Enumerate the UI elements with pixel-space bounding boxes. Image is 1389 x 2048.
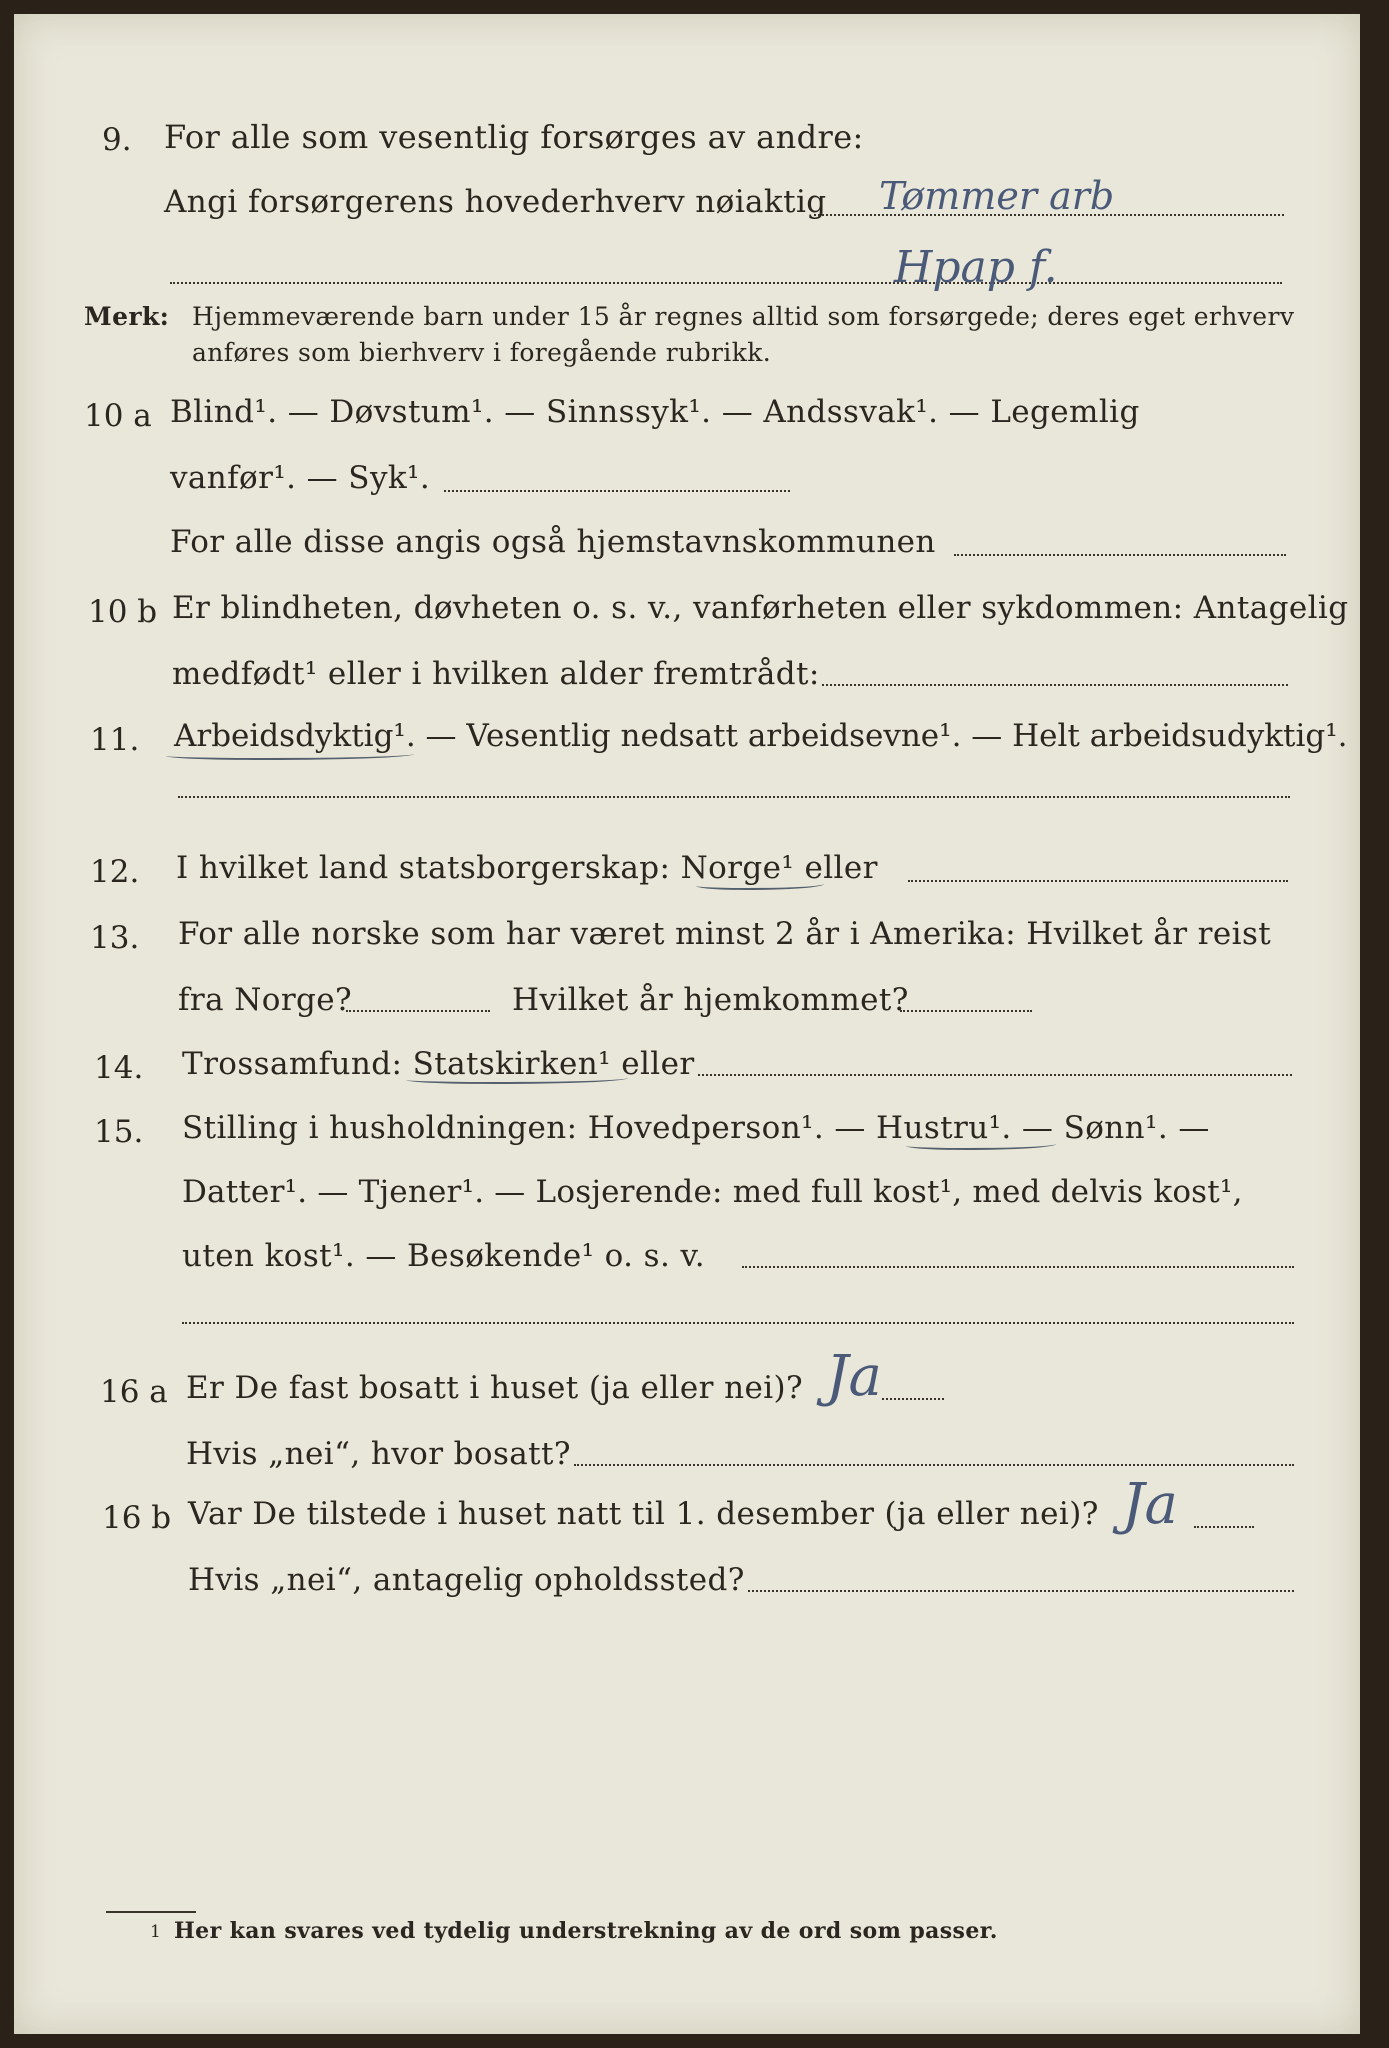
q15-answer-line2 bbox=[182, 1322, 1294, 1324]
merk-label: Merk: bbox=[84, 302, 170, 331]
q10a-answer-line2 bbox=[954, 554, 1286, 556]
q11-answer-underline bbox=[166, 750, 414, 760]
q13-line1: For alle norske som har været minst 2 år i Amerika: Hvilket år reist bbox=[178, 916, 1272, 952]
q16a-answer-line1 bbox=[882, 1398, 944, 1400]
q15-line2: Datter¹. — Tjener¹. — Losjerende: med full kost¹, med delvis kost¹, bbox=[182, 1174, 1243, 1210]
q9-number: 9. bbox=[102, 122, 132, 158]
q9-answer-line2 bbox=[170, 282, 1282, 284]
q10a-line3: For alle disse angis også hjemstavnskommunen bbox=[170, 524, 936, 560]
q9-handwritten-note: Hpap f. bbox=[894, 242, 1058, 293]
q13-line2b: Hvilket år hjemkommet? bbox=[512, 982, 909, 1018]
q10a-answer-line1 bbox=[444, 490, 790, 492]
q16b-answer-line2 bbox=[748, 1590, 1294, 1592]
q9-line2: Angi forsørgerens hovederhverv nøiaktig bbox=[164, 184, 827, 220]
q15-answer-line1 bbox=[742, 1266, 1294, 1268]
q12-number: 12. bbox=[90, 854, 140, 890]
footnote-mark: 1 bbox=[150, 1922, 162, 1942]
q10b-number: 10 b bbox=[88, 594, 158, 630]
q15-line1: Stilling i husholdningen: Hovedperson¹. — Hustru¹. — Sønn¹. — bbox=[182, 1110, 1210, 1146]
q16a-handwritten-answer: Ja bbox=[826, 1344, 882, 1409]
merk-line1: Hjemmeværende barn under 15 år regnes alltid som forsørgede; deres eget erhverv bbox=[192, 302, 1295, 331]
q16b-answer-line1 bbox=[1194, 1526, 1254, 1528]
q16a-answer-line2 bbox=[574, 1464, 1294, 1466]
q11-number: 11. bbox=[90, 722, 140, 758]
q10a-line1: Blind¹. — Døvstum¹. — Sinnssyk¹. — Andssvak¹. — Legemlig bbox=[170, 394, 1140, 430]
q11-answer-line bbox=[178, 796, 1290, 798]
q16a-line2: Hvis „nei“, hvor bosatt? bbox=[186, 1436, 571, 1472]
q11-line1: Arbeidsdyktig¹. — Vesentlig nedsatt arbeidsevne¹. — Helt arbeidsudyktig¹. bbox=[174, 718, 1348, 754]
q16a-line1: Er De fast bosatt i huset (ja eller nei)? bbox=[186, 1370, 804, 1406]
q9-line1: For alle som vesentlig forsørges av andre: bbox=[164, 118, 864, 156]
q14-answer-underline bbox=[406, 1074, 628, 1084]
q15-number: 15. bbox=[94, 1114, 144, 1150]
q13-number: 13. bbox=[90, 920, 140, 956]
q14-number: 14. bbox=[94, 1050, 144, 1086]
q15-answer-underline bbox=[906, 1140, 1056, 1150]
q10b-line1: Er blindheten, døvheten o. s. v., vanførheten eller sykdommen: Antagelig bbox=[172, 590, 1349, 626]
footnote-rule bbox=[106, 1911, 196, 1913]
q10b-line2: medfødt¹ eller i hvilken alder fremtrådt: bbox=[172, 656, 820, 692]
q16a-number: 16 a bbox=[100, 1374, 168, 1410]
q16b-line2: Hvis „nei“, antagelig opholdssted? bbox=[188, 1562, 745, 1598]
q12-answer-underline bbox=[696, 880, 824, 890]
q9-handwritten-occupation: Tømmer arb bbox=[879, 174, 1115, 218]
q13-line2a: fra Norge? bbox=[178, 982, 353, 1018]
q16b-number: 16 b bbox=[102, 1500, 172, 1536]
census-form-page bbox=[14, 14, 1360, 2034]
q14-line1: Trossamfund: Statskirken¹ eller bbox=[182, 1046, 695, 1082]
q12-answer-line bbox=[908, 880, 1288, 882]
q10b-answer-line bbox=[822, 684, 1288, 686]
q16b-line1: Var De tilstede i huset natt til 1. desember (ja eller nei)? bbox=[188, 1496, 1099, 1532]
q12-line1: I hvilket land statsborgerskap: Norge¹ eller bbox=[176, 850, 878, 886]
q13-answer-line1 bbox=[346, 1010, 490, 1012]
footnote-text: Her kan svares ved tydelig understrekning av de ord som passer. bbox=[174, 1918, 998, 1944]
merk-line2: anføres som bierhverv i foregående rubrikk. bbox=[192, 338, 772, 367]
q15-line3: uten kost¹. — Besøkende¹ o. s. v. bbox=[182, 1238, 705, 1274]
q14-answer-line bbox=[698, 1074, 1292, 1076]
q13-answer-line2 bbox=[900, 1010, 1032, 1012]
q16b-handwritten-answer: Ja bbox=[1122, 1472, 1178, 1537]
q10a-number: 10 a bbox=[84, 398, 152, 434]
q10a-line2: vanfør¹. — Syk¹. bbox=[170, 460, 431, 496]
